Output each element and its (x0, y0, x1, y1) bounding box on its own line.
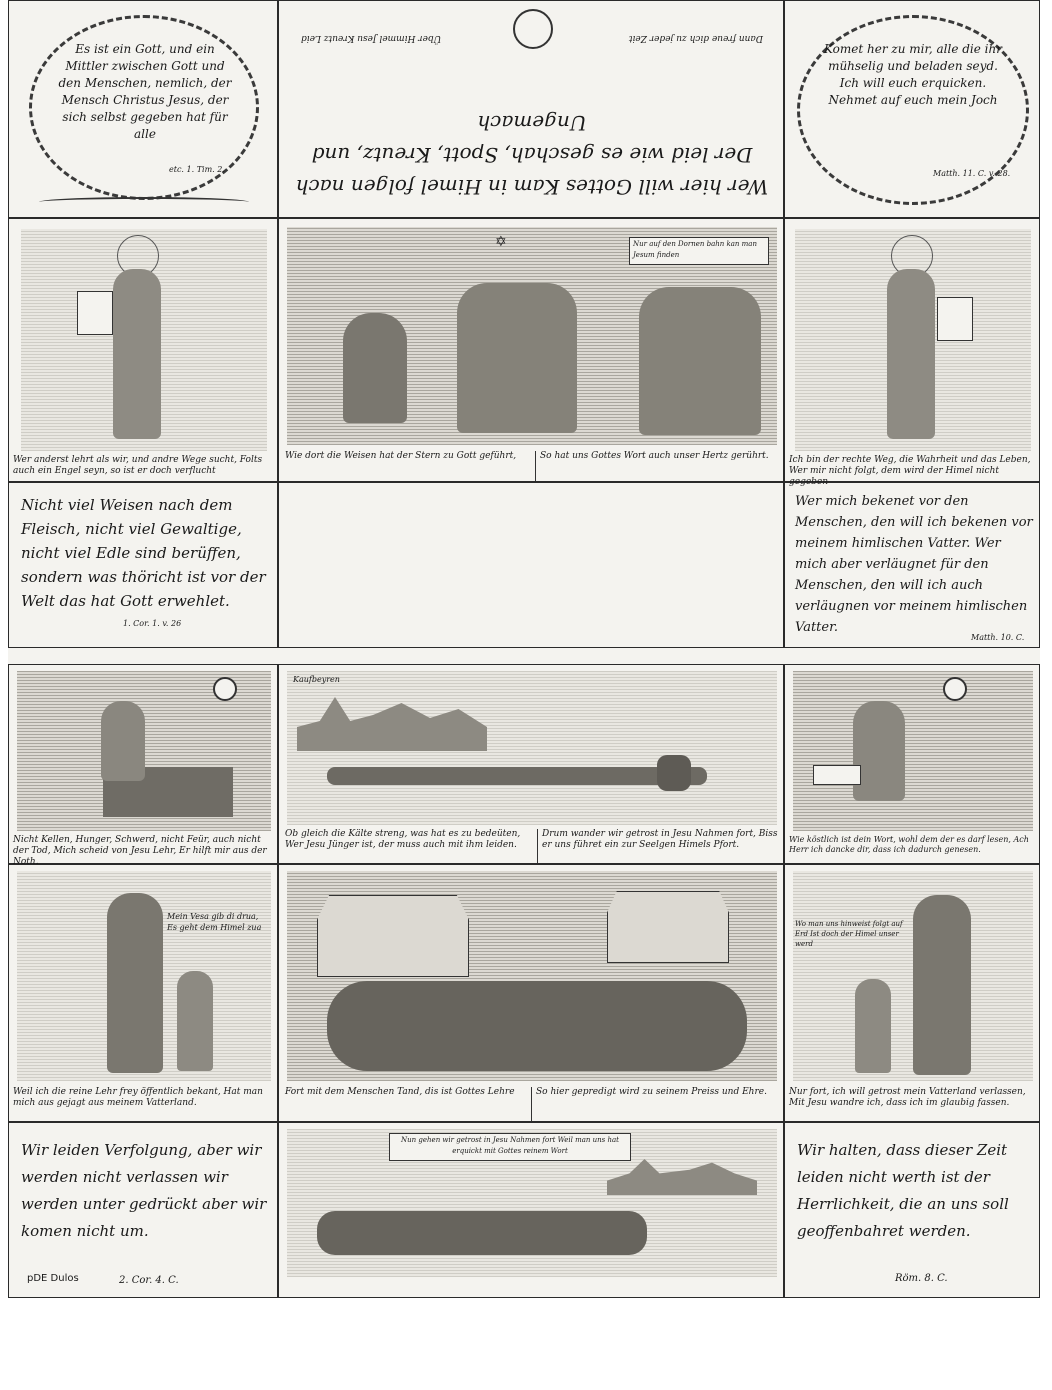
row3-center-caption-left: Fort mit dem Menschen Tand, dis ist Gottes Lehre (285, 1087, 515, 1097)
row3-right-banner: Wo man uns hinweist folgt auf Erd Ist doch der Himel unser werd (795, 920, 903, 948)
row2-left-caption: Nicht Kellen, Hunger, Schwerd, nicht Feür, auch nicht der Tod, Mich scheid von Jesu Lehr, Er hilft mir aus der Noth. (13, 835, 267, 867)
bottom-banner-text: Nun gehen wir getrost in Jesu Nahmen fort Weil man uns hat erquickt mit Gottes reinem Wort (401, 1136, 619, 1155)
father-and-son-image (17, 871, 271, 1081)
row3-right-caption: Nur fort, ich will getrost mein Vatterland verlassen, Mit Jesu wandre ich, dass ich im glaubig fassen. (789, 1087, 1026, 1108)
distant-town-icon (607, 1159, 757, 1195)
prisoner-figure-icon (101, 701, 145, 781)
bottom-center-panel (278, 1122, 784, 1298)
figure-robe-icon (113, 269, 161, 439)
madonna-figure-icon (343, 313, 407, 423)
verse-right-1-ref: Matth. 10. C. (971, 633, 1025, 642)
row1-center-panel (278, 218, 784, 482)
book-icon (77, 291, 113, 335)
wreath-left-text: Es ist ein Gott, und ein Mittler zwischen Gott und den Menschen, nemlich, der Mensch Christus Jesus, der sich selbst gegeben hat für alle (58, 42, 232, 141)
row3-right-panel (784, 864, 1040, 1122)
reader-figure-icon (853, 701, 905, 801)
man-in-stocks-image (17, 671, 271, 831)
row2-right-caption: Wie köstlich ist dein Wort, wohl dem der es darf lesen, Ach Herr ich dancke dir, dass ich dadurch genesen. (789, 835, 1029, 854)
row2-center-panel (278, 664, 784, 864)
upside-down-line-2: Der leid wie es geschah, Spott, Kreutz, und Ungemach (311, 111, 753, 167)
verse-right-1-text: Wer mich bekenet vor den Menschen, den will ich bekenen vor meinem himlischen Vatter. Wer mich aber verläugnet für den Menschen, den will ich auch verläugnen vor meinem himlischen Vatter. (795, 494, 1033, 635)
adoration-magi-image (287, 227, 777, 445)
small-text-left: Dann freue dich zu jeder Zeit (628, 33, 763, 43)
row1-right-caption: Ich bin der rechte Weg, die Wahrheit und das Leben, Wer mir nicht folgt, dem wird der Himel nicht gegeben (789, 455, 1031, 487)
row2-left-panel (8, 664, 278, 867)
son-figure-icon (177, 971, 213, 1071)
row2-center-caption-right: Drum wander wir getrost in Jesu Nahmen fort, Biss er uns führet ein zur Seelgen Himels Pfort. (537, 829, 784, 863)
exodus-procession-image (287, 671, 777, 825)
verse-left-1-text: Nicht viel Weisen nach dem Fleisch, nicht viel Gewaltige, nicht viel Edle sind berüffen, sondern was thöricht ist vor der Welt das hat Gott erwehlet. (21, 496, 266, 610)
upside-down-verse (289, 111, 775, 203)
verse-right-1-panel (784, 482, 1040, 648)
verse-left-1-panel (8, 482, 278, 648)
mother-figure-icon (913, 895, 971, 1075)
figure-right-robe-icon (887, 269, 935, 439)
mother-and-daughter-image (793, 871, 1033, 1081)
final-procession-image (287, 1129, 777, 1277)
top-small-text-row (293, 29, 771, 43)
bottom-left-panel (8, 1122, 278, 1298)
daughter-figure-icon (855, 979, 891, 1073)
row3-center-caption-right: So hier gepredigt wird zu seinem Preiss und Ehre. (531, 1087, 782, 1121)
father-figure-icon (107, 893, 163, 1073)
small-text-right: Über Himmel Jesu Kreutz Leid (301, 33, 442, 43)
town-label: Kaufbeyren (293, 675, 340, 684)
row1-center-caption-right: So hat uns Gottes Wort auch unser Hertz gerührt. (535, 451, 784, 481)
row3-left-panel (8, 864, 278, 1122)
row3-left-caption: Weil ich die reine Lehr frey öffentlich bekant, Hat man mich aus gejagt aus meinem Vatterland. (13, 1087, 263, 1108)
upside-down-line-1: Wer hier will Gottes Kam in Himel folgen nach (295, 175, 769, 199)
ribbon-left-icon (39, 197, 249, 207)
top-center-panel (278, 0, 784, 218)
christ-pointing-image (795, 229, 1031, 451)
top-left-panel (8, 0, 278, 218)
row2-right-panel (784, 664, 1040, 864)
top-right-panel (784, 0, 1040, 218)
book-right-icon (937, 297, 973, 341)
man-reading-image (793, 671, 1033, 831)
christ-with-book-image (21, 229, 267, 451)
bottom-verse-right-ref: Röm. 8. C. (895, 1273, 948, 1284)
left-building-icon (317, 895, 469, 977)
rider-icon (657, 755, 691, 791)
bottom-verse-left: Wir leiden Verfolgung, aber wir werden nicht verlassen wir werden unter gedrückt aber wir komen nicht um. (21, 1141, 267, 1240)
center-banner-text: Nur auf den Dornen bahn kan man Jesum finden (633, 240, 757, 259)
wagon-train-icon (317, 1211, 647, 1255)
row1-right-panel (784, 218, 1040, 487)
row1-center-caption-left: Wie dort die Weisen hat der Stern zu Gott geführt, (285, 451, 517, 461)
open-book-icon (813, 765, 861, 785)
bottom-verse-left-ref: 2. Cor. 4. C. (119, 1275, 179, 1286)
star-icon: ✡ (495, 234, 507, 250)
broadsheet (8, 0, 1040, 1298)
magi-group-icon (457, 283, 577, 433)
row1-left-caption: Wer anderst lehrt als wir, und andre Wege sucht, Folts auch ein Engel seyn, so ist er doch verflucht (13, 455, 263, 476)
verse-left-1-ref: 1. Cor. 1. v. 26 (123, 619, 182, 628)
sermon-gathering-image (287, 871, 777, 1081)
crowd-icon (327, 981, 747, 1071)
verse-center-1-panel (278, 482, 784, 648)
bottom-verse-right: Wir halten, dass dieser Zeit leiden nicht werth ist der Herrlichkeit, die an uns soll geoffenbahret werden. (797, 1141, 1009, 1240)
engraver-credit: pDE Dulos (27, 1273, 79, 1284)
pilgrims-group-icon (639, 287, 761, 435)
window-right-icon (943, 677, 967, 701)
row2-center-caption-left: Ob gleich die Kälte streng, was hat es zu bedeüten, Wer Jesu Jünger ist, der muss auch mit ihm leiden. (285, 829, 521, 850)
town-skyline-icon (297, 691, 487, 751)
bottom-right-panel (784, 1122, 1040, 1298)
row3-left-banner: Mein Vesa gib di drua, Es geht dem Himel zua (167, 912, 262, 932)
row3-center-panel (278, 864, 784, 1122)
wreath-right-text: Komet her zu mir, alle die ihr mühselig und beladen seyd. Ich will euch erquicken. Nehmet auf euch mein Joch (824, 42, 1002, 107)
right-building-icon (607, 891, 729, 963)
wreath-left-ref: etc. 1. Tim. 2. (169, 165, 225, 174)
row1-left-panel (8, 218, 278, 482)
wreath-right-ref: Matth. 11. C. v. 28. (933, 169, 1011, 178)
procession-line-icon (327, 767, 707, 785)
window-icon (213, 677, 237, 701)
